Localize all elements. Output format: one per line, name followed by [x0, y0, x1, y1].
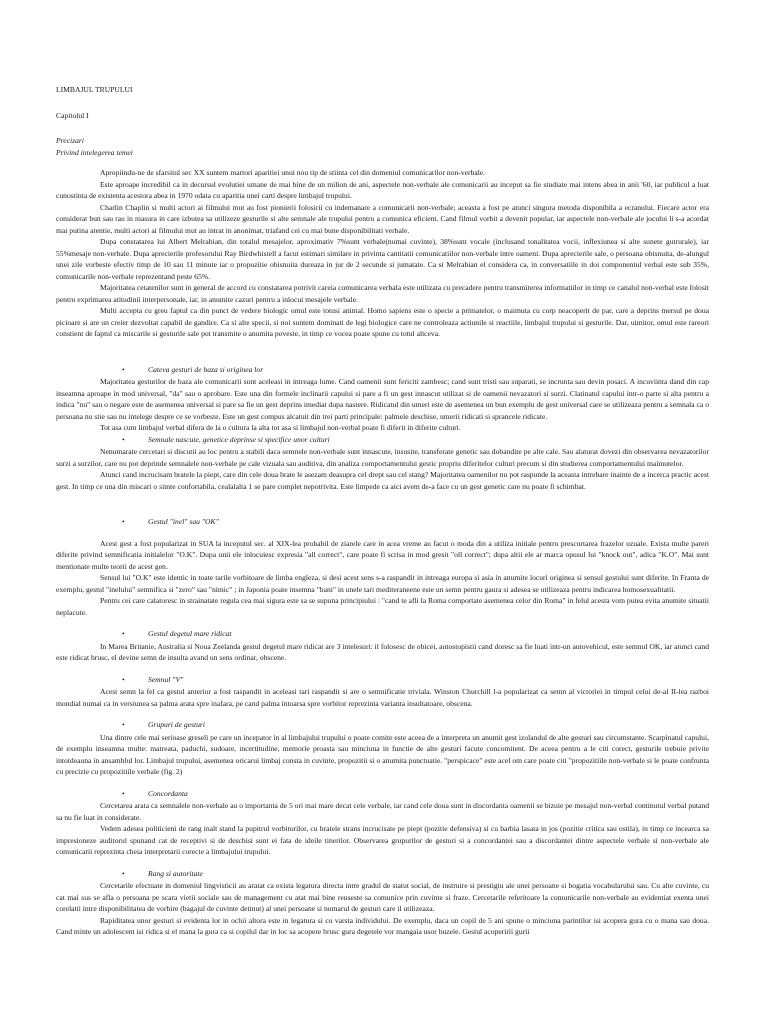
subtitle-precizari: Precizari — [56, 136, 84, 145]
section-heading: • Semnul "V" — [56, 674, 709, 686]
paragraph: Acest gest a fost popularizat in SUA la inceputul sec. al XIX-lea probabil de ziarele care in acea vreme au facut o moda din a utiliza initiale pentru prescurtarea frazelor uzuale. Exista multe pareri diferite privind semnificatia initialelor "O.K". Dupa unii ele inlocuiesc expresia "all correct", care poate fi scrisa in mod gresit "oll correct"; dupa altii ele ar marca opusul lui "knock out", adica "K.O". Mai sunt mentionate multe teorii de acest gen. — [56, 538, 709, 571]
paragraph: Atunci cand incrucisam bratele la piept, care din cele doua brate le asezam deasupra cel drept sau cel stang? Majoritatea oamenilor nu pot raspunde la aceasta intrebare inainte de a incerca practic acest gest. In timp ce una din miscari o simte confortabila, cealalalta 1 se pare complet nepotrivita. Este limpede ca aici avem de-a face cu un gest genetic care nu poate fi schimbat. — [56, 470, 709, 491]
paragraph: Multi accepta cu greu faptul ca din punct de vedere biologic omul este totusi animal. Homo sapiens este o specie a primatelor, o maimuta cu corp neacoperit de par, care a deprins mersul pe doua picioare si are un creier dezvoltat capabil de gandire. Ca si alte specii, si noi suntem dominati de legi biologice care ne controleaza actiunile si reactiile, limbajul trupului si gesturile. Dar, uimitor, omul este rareori constient de faptul ca miscarile si gesturile sale pot transmite o anumita poveste, in timp ce vocea poate spune cu totul altceva. — [56, 306, 709, 338]
paragraph: Charlin Chaplin si multi actori ai filmului mut au fost pionierii folosirii cu indemanare a comunicarii non-verbale; aceasta a fost pe atunci singura metoda disponibila a ecranului. Fiecare actor era considerat bun sau rau in masura in care izbutea sa utilizeze gesturile si alte semnale ale trupului pentru a comunica eficient. Cand filmul vorbit a devenit popular, iar aspectele non-verbale ale jocului li s-a acordat mai putina atentie, multi actori ai filmului mut au intrat in anonimat, triafand cei cu mai bune disponibilitati verbale. — [56, 202, 709, 235]
paragraph: Rapiditatea unor gesturi si evidenta lor in ochii altora este in legatura si cu varsta individului. De exemplu, daca un copil de 5 ani spune o minciuna parintilor isi acopera gura cu o mana sau doua. Cand minte un adolescent isi ridica si el mana la gura ca si copilul dar in loc sa acopere brusc gura degetele vor mangaia usor buzele. Gestul acoperirii gurii — [56, 915, 709, 936]
paragraph: Majoritatea cetatenilor sunt in general de accord cu constatarea potrivit careia comunicarea verbala este utilizata cu precadere pentru transmiterea informatiilor in timp ce canalul non-verbal este folosit pentru exprimarea atitudinii interpersonale, iar, in anumite cazuri pentru a inlocui mesajele verbale. — [56, 283, 709, 304]
section-heading: • Gestul degetul mare ridicat — [56, 628, 709, 640]
intro-block — [56, 167, 709, 340]
paragraph: Nenumarate cercetari si discutii au loc pentru a stabili daca semnele non-verbale sunt innascute, insusite, transferate genetic sau dobandite pe alte cale. Sau alaturat dovezi din observarea nevazatorilor surzi a surzilor, care nu pot deprinde semnalele non-verbale pe cale vizuala sau auditiva, din analiza comportamentului gestic propriu diferitelor culturi precum si din studierea comportamentului maimutelor. — [56, 447, 709, 468]
section-heading: • Gestul "inel" sau "OK" — [56, 516, 709, 528]
section-heading: • Semnale nascute, genetice deprinse si specifice unor culturi — [56, 434, 709, 446]
chapter-label: Capitolul I — [56, 110, 89, 120]
paragraph: Cercetarea arata ca semnalele non-verbale au o importanta de 5 ori mai mare decat cele verbale, iar cand cele doua sunt in discordanta oamenii se bizuie pe mesajul non-verbal continutul verbal putand sa nu fie luat in considerate. — [56, 801, 709, 822]
paragraph: Pentru cei care calatoresc in strainatate regula cea mai sigura este sa se supuna principiului : "cand te afli la Roma comportate asemenea celor din Roma" in felul acesta vom putea evita anumite situatii neplacute. — [56, 596, 709, 617]
paragraph: In Marea Britanie, Australia si Noua Zeelanda gestul degetul mare ridicat are 3 intelesuri: il folosesc de obicei, autostopistii cand doresc sa fie luati intr-un autovehicul, este semnul OK, iar atunci cand este ridicat brusc, el devine semn de insulta avand un sens ordinar, obscene. — [56, 641, 709, 662]
section-heading: • Rang si autoritate — [56, 868, 709, 880]
section-heading: • Concordanta — [56, 788, 709, 800]
paragraph: Este aproape incredibil ca in decursul evolutiei umane de mai bine de un milion de ani, aspectele non-verbale ale comunicarii au inceput sa fie studiate mai intens abea in anii '60, iar publicul a luat cunostinta de existenta acestora abea in 1970 odata cu aparitia unei carti despre limbajul trupului. — [56, 179, 709, 200]
document-page — [56, 84, 709, 938]
paragraph: Cercetarile efectuate in domeniul lingvisticii au aratat ca exista legatura directa intre gradul de statut social, de instruire si prestigiu ale unei persoane si bogatia vocabularului sau. Cu alte cuvinte, cu cat mai sus se afla o persoana pe scara vietii sociale sau de management cu atat mai bine reuseste sa comunice prin cuvinte si fraze. Cercetarile referitoare la comunicarile non-verbale au evidentiat exenta unei corelatii intre disponibilitatea de vorbire (bagajul de cuvinte detinut) al unei persoane si numarul de gesturi care il utilizeaza. — [56, 881, 709, 913]
paragraph: Sensul lui "O.K" este identic in toate tarile vorbitoare de limba engleza, si desi acest sens s-a raspandit in intreaga europa si asia in anumite locuri originea si sensul gestului sunt diferite. In Franta de exemplu, gestul "inelului" semnifica si "zero" sau "nimic" ; in Japonia poate insemna "bani" in unele tari mediteraneene este un semn pentru gaura si adesea se utilizeaza pentru indicarea homosexualitatii. — [56, 573, 709, 594]
paragraph: Tot asa cum limbajul verbal difera de la o cultura la alta tot asa si limbajul non-verbal poate fi diferit in diferite culturi. — [100, 423, 461, 432]
section-heading: • Cateva gesturi de baza si originea lor — [56, 364, 709, 376]
paragraph: Vedem adesea politicieni de rang inalt stand la pupitrul vorbitorilor, cu bratele strans incrucisate pe piept (pozitie defensiva) si cu barbia lasata in jos (pozitie critica sau ostila), in timp ce incearca sa impresioneze auditorul spunand cat de receptivi si de deschisi sunt ei fata de ideile tinerilor. Observarea grupurilor de gesturi si a concordantei sau a discordantei dintre aspectele verbale si non-verbale ale comunicarii reprezinta cheia interpretarii corecte a limbajului trupului. — [56, 824, 709, 856]
section-heading: • Grupuri de gesturi — [56, 719, 709, 731]
paragraph: Majoritatea gesturilor de baza ale comunicarii sunt aceleasi in intreaga lume. Cand oamenii sunt fericiti zambesc; cand sunt tristi sau suparati, se incrunta sau devin posaci. A incuviinta dand din cap inseamna aproape in mod universal, "da" sau o aprobare. Este una din formele inclinarii capului si pare a fi un gest innascut utilizat si de oamenii nevazatori si surzi. Clatinatul capului intr-o parte si alta pentru a indica "nu" sau o negare este de asemenea universal si pare sa fie un gest deprins imediat dupa nastere. Ridicatul din umeri este de asemenea un bun exemplu de gest universal care se utilizeaza pentru a semnala ca o persoana nu stie sau nu intelege despre ce se vorbeste. Este un gest compus alcatuit din trei parti principale: palmele deschise, umerii ridicati si sprancele ridicate. — [56, 377, 709, 421]
paragraph: Acest semn la fel ca gestul anterior a fost raspandit in aceleasi tari raspandit si are o semnificatie triviala. Winston Churchill l-a popularizat ca semn al victoriei in timpul celui de-al II-lea razboi mondial numai ca in versiunea sa palma arata spre inafara, pe cand palma intoarsa spre vorbitor reprezinta varianta insultatoare, obscena. — [56, 687, 709, 708]
paragraph: Dupa constatarea lui Albert Melrabian, din totalul mesajelor, aproximativ 7%sunt verbale(numai cuvinte), 38%sunt vocale (inclusand tonalitatea vocii, inflexiunea si alte sunete gutrurale), iar 55%mesaje non-verbale. Dupa aprecierile profesorului Ray Birdwhistell a facut estimari similare in privinta cantitatii comunicatiilor non-verbale intre oameni. Dupa aprecierile sale, o persoana obisnuita, de-alungul unei zile vorbeste efectiv timp de 10 sau 11 minute iar o propozitie obisnuita dureaza in jur de 2 secunde si jumatate. Ca si Melrabian el considera ca, in conversatiile in doi componentul verbal este sub 35%, comunicarile non-verbale reprezentand peste 65%. — [56, 237, 709, 281]
document-title: LIMBAJUL TRUPULUI — [56, 85, 133, 94]
paragraph: Apropiindu-ne de sfarsitul sec XX suntem martori aparitiei unui nou tip de stiinta cel din domeniul comunicarilor non-verbale. — [100, 168, 486, 177]
subtitle-intelegerea: Privind intelegerea temei — [56, 147, 133, 157]
paragraph: Una dintre cele mai serioase greseli pe care un incepator in al limbajului trupului o poate comite este aceea de a interpreta un anumit gest izolandul de alte gesturi sau circumstante. Scarpinatul capului, de exemplu inseamna multe: matreata, paduchi, sudoare, incertitudine, memorie proasta sau minciuna in functie de alte gesturi facute concomitent. De aceea pentru a le citi corect, gesturile trebuie privite intotdeauna in ansamblul lor. Limbajul trupului, asemenea oricarui limbaj consta in cuvinte, propozitii si o anumita punctuatie. "perspicace" este acel om care poate citi "propozitiile non-verbale si le poate confrunta cu precizie cu propozitiile verbale (fig. 2) — [56, 732, 709, 776]
